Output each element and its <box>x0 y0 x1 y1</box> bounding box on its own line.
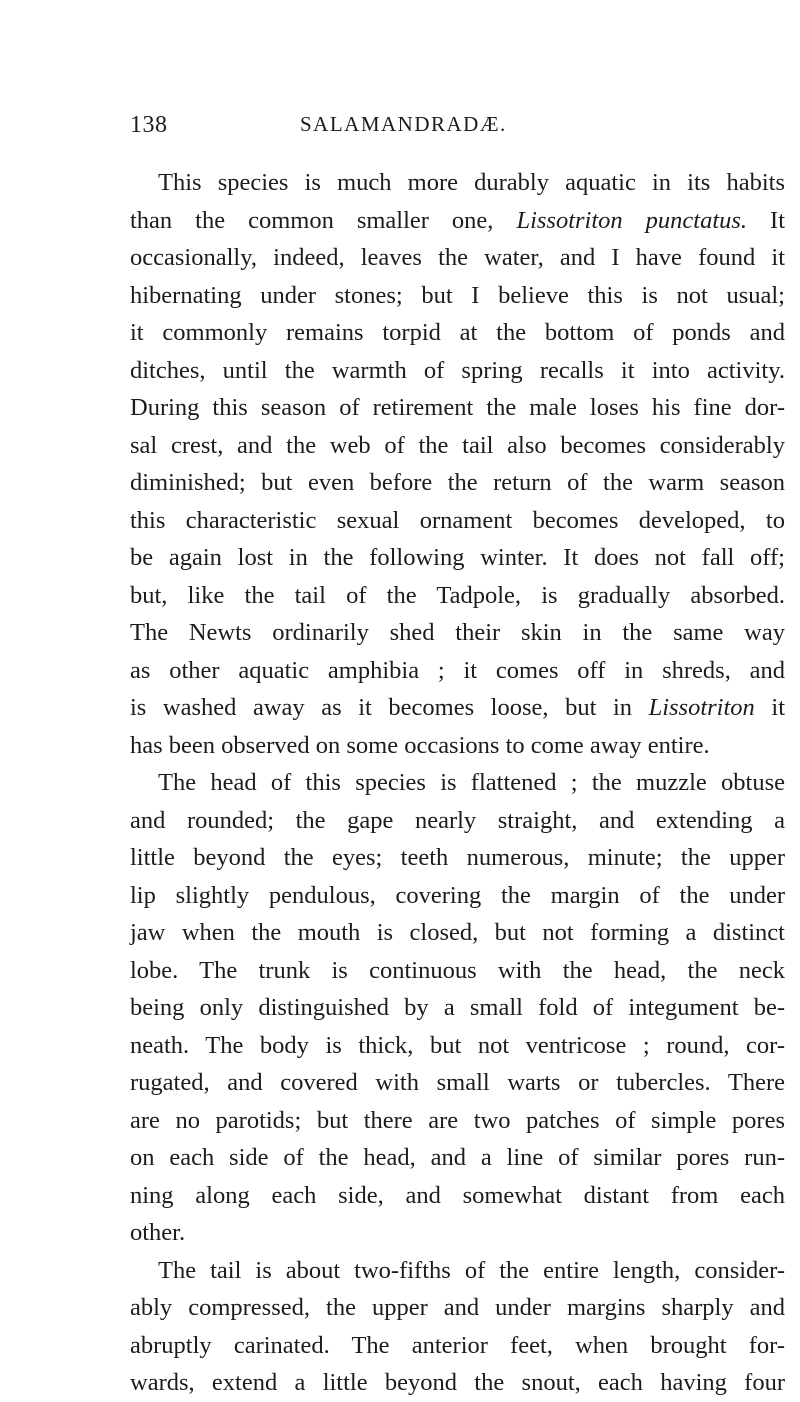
text-run: sal crest, and the web of the tail also becomes considerably <box>130 431 785 459</box>
text-run: be again lost in the following winter. It does not fall off; <box>130 544 785 571</box>
text-line <box>130 877 785 915</box>
text-line <box>130 502 785 540</box>
running-title: SALAMANDRADÆ. <box>300 112 507 136</box>
text-line <box>130 1252 785 1290</box>
text-run: as other aquatic amphibia ; it comes off in shreds, and <box>130 656 785 684</box>
text-line <box>130 164 785 202</box>
text-run: being only distinguished by a small fold of integument be- <box>130 994 785 1021</box>
text-run: rugated, and covered with small warts or tubercles. There <box>130 1069 785 1096</box>
italic-species-name: Lissotriton punctatus. <box>516 206 748 234</box>
text-run: lobe. The trunk is continuous with the head, the neck <box>130 956 785 984</box>
italic-species-name: Lissotriton <box>648 694 755 721</box>
text-run: has been observed on some occasions to come away entire. <box>130 731 710 759</box>
text-run: on each side of the head, and a line of similar pores run- <box>130 1144 785 1171</box>
text-line <box>130 277 785 315</box>
text-line <box>130 464 785 502</box>
text-line <box>130 689 785 727</box>
text-run: It <box>747 206 786 234</box>
text-run: but, like the tail of the Tadpole, is gradually absorbed. <box>130 581 785 609</box>
text-line <box>130 1064 785 1102</box>
text-run: than the common smaller one, <box>130 206 517 234</box>
text-line <box>130 839 785 877</box>
text-line <box>130 1102 785 1140</box>
text-run: ning along each side, and somewhat distant from each <box>130 1181 785 1209</box>
text-line <box>130 1139 785 1177</box>
text-run: hibernating under stones; but I believe this is not usual; <box>130 281 785 309</box>
text-run: The tail is about two-fifths of the entire length, consider- <box>158 1256 785 1284</box>
text-run: This species is much more durably aquatic in its habits <box>158 169 785 196</box>
page-number: 138 <box>130 112 168 138</box>
text-run: it <box>754 694 785 721</box>
text-run: During this season of retirement the male loses his fine dor- <box>130 394 785 421</box>
text-line <box>130 389 785 427</box>
text-line <box>130 1177 785 1215</box>
text-run: occasionally, indeed, leaves the water, and I have found it <box>130 244 785 271</box>
text-run: are no parotids; but there are two patches of simple pores <box>130 1106 785 1134</box>
text-run: other. <box>130 1219 186 1246</box>
text-run: The Newts ordinarily shed their skin in the same way <box>130 619 785 646</box>
text-line <box>130 539 785 577</box>
text-run: jaw when the mouth is closed, but not forming a distinct <box>130 919 785 946</box>
text-line <box>130 202 785 240</box>
text-run: and rounded; the gape nearly straight, and extending a <box>130 806 785 834</box>
text-line <box>130 1327 785 1365</box>
text-line <box>130 652 785 690</box>
text-line <box>130 1289 785 1327</box>
text-run: abruptly carinated. The anterior feet, when brought for- <box>130 1331 785 1359</box>
text-line <box>130 727 785 765</box>
running-head <box>130 112 785 146</box>
text-line <box>130 1214 785 1252</box>
text-run: The head of this species is flattened ; the muzzle obtuse <box>158 769 785 796</box>
text-run: lip slightly pendulous, covering the margin of the under <box>130 881 785 909</box>
body-text <box>130 164 785 1402</box>
text-run: ably compressed, the upper and under margins sharply and <box>130 1294 785 1321</box>
text-line <box>130 427 785 465</box>
text-run: diminished; but even before the return of the warm season <box>130 469 785 496</box>
text-line <box>130 952 785 990</box>
text-run: ditches, until the warmth of spring recalls it into activity. <box>130 356 785 384</box>
text-line <box>130 764 785 802</box>
text-line <box>130 914 785 952</box>
text-run: neath. The body is thick, but not ventricose ; round, cor- <box>130 1031 785 1059</box>
text-run: it commonly remains torpid at the bottom of ponds and <box>130 319 785 346</box>
text-line <box>130 1027 785 1065</box>
text-run: this characteristic sexual ornament becomes developed, to <box>130 506 785 534</box>
text-line <box>130 577 785 615</box>
text-run: wards, extend a little beyond the snout, each having four <box>130 1369 785 1396</box>
text-line <box>130 1364 785 1402</box>
text-line <box>130 239 785 277</box>
text-line <box>130 989 785 1027</box>
text-line <box>130 802 785 840</box>
text-line <box>130 352 785 390</box>
text-line <box>130 314 785 352</box>
text-run: is washed away as it becomes loose, but in <box>130 694 649 721</box>
text-line <box>130 614 785 652</box>
text-run: little beyond the eyes; teeth numerous, minute; the upper <box>130 844 785 871</box>
